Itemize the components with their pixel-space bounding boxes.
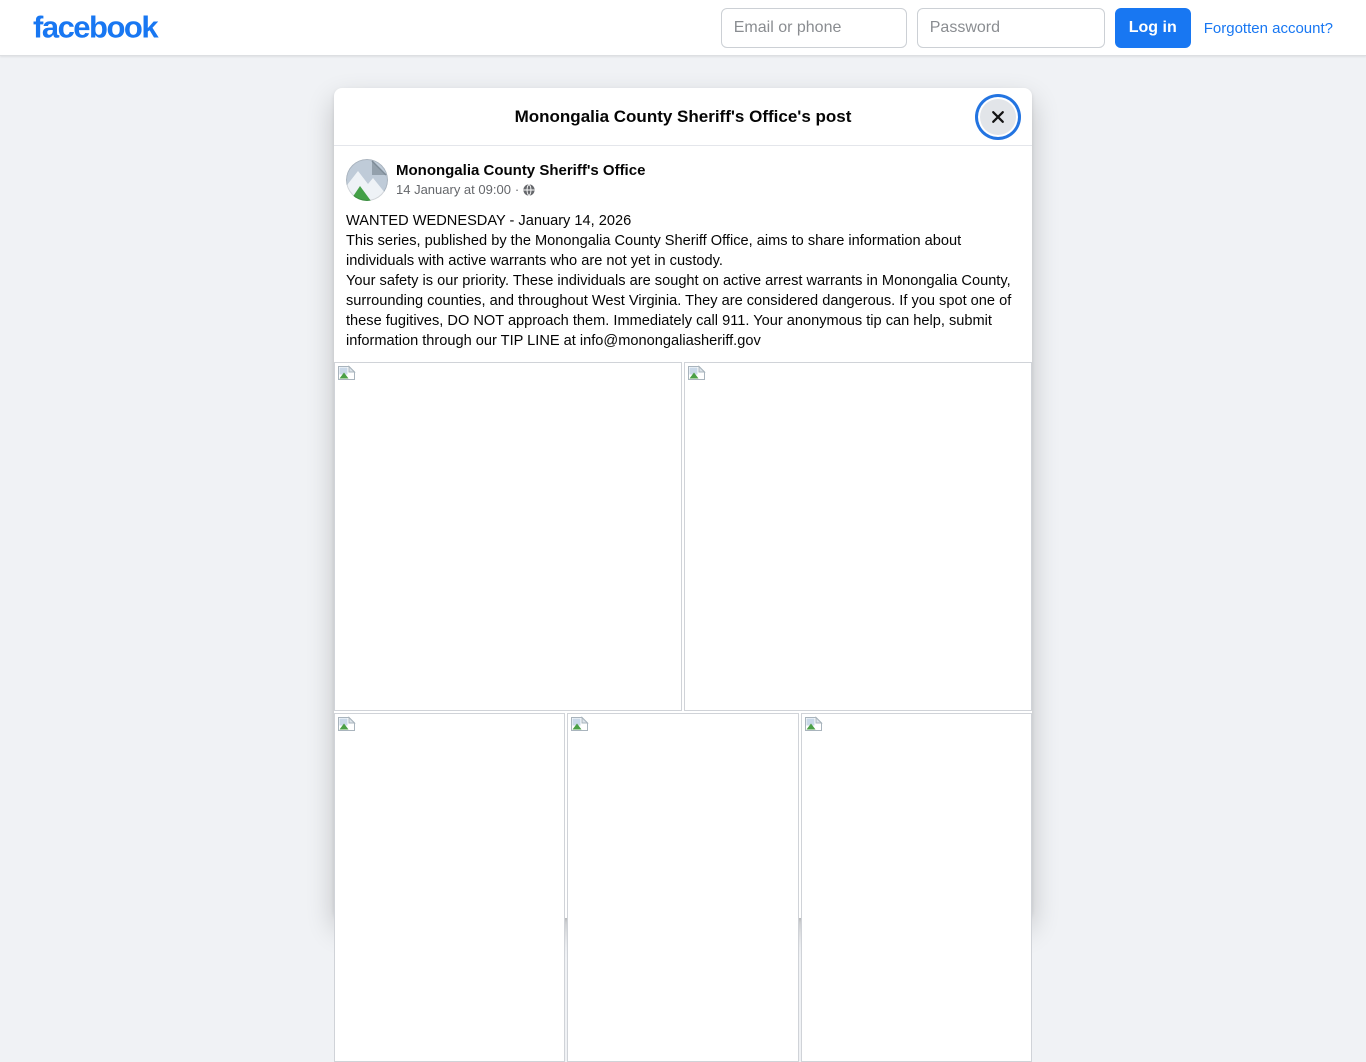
post-paragraph: WANTED WEDNESDAY - January 14, 2026 [346, 213, 632, 229]
post-header [334, 146, 1032, 201]
modal-title: Monongalia County Sheriff's Office's post [514, 106, 852, 126]
post-image-placeholder[interactable] [334, 362, 682, 711]
broken-image-icon [570, 716, 795, 732]
facebook-logo[interactable]: facebook [33, 8, 158, 44]
post-image-grid [334, 362, 1032, 1062]
login-form [721, 8, 1333, 48]
post-image-placeholder[interactable] [334, 713, 565, 1062]
post-text [334, 201, 1032, 351]
modal-header [334, 88, 1032, 146]
close-icon [989, 108, 1007, 126]
password-input[interactable] [917, 8, 1105, 48]
broken-image-icon [346, 159, 388, 201]
broken-image-icon [687, 365, 1029, 381]
login-button[interactable]: Log in [1115, 8, 1191, 48]
post-meta [396, 182, 645, 197]
post-paragraph: This series, published by the Monongalia County Sheriff Office, aims to share information about individuals with active warrants who are not yet in custody. [346, 233, 962, 269]
post-header-text [396, 159, 645, 201]
email-input[interactable] [721, 8, 907, 48]
image-grid-row-2 [334, 713, 1032, 1062]
broken-image-icon [337, 716, 562, 732]
post-image-placeholder[interactable] [567, 713, 798, 1062]
author-name[interactable]: Monongalia County Sheriff's Office [396, 162, 646, 179]
timestamp[interactable]: 14 January at 09:00 [396, 182, 511, 198]
avatar[interactable] [346, 159, 388, 201]
post-modal [334, 88, 1032, 918]
post-image-placeholder[interactable] [684, 362, 1032, 711]
close-button[interactable] [980, 99, 1016, 135]
meta-separator: · [514, 182, 520, 198]
top-bar [0, 0, 1366, 56]
post-image-placeholder[interactable] [801, 713, 1032, 1062]
image-grid-row-1 [334, 362, 1032, 711]
post-paragraph: Your safety is our priority. These individuals are sought on active arrest warrants in Monongalia County, surrounding counties, and throughout West Virginia. They are considered dangerous. If you spot one of these fugitives, DO NOT approach them. Immediately call 911. Your anonymous tip can help, submit information through our TIP LINE at info@monongaliasheriff.gov [346, 273, 1012, 349]
globe-public-icon [523, 184, 535, 196]
broken-image-icon [804, 716, 1029, 732]
broken-image-icon [337, 365, 679, 381]
forgotten-account-link[interactable]: Forgotten account? [1203, 19, 1333, 37]
